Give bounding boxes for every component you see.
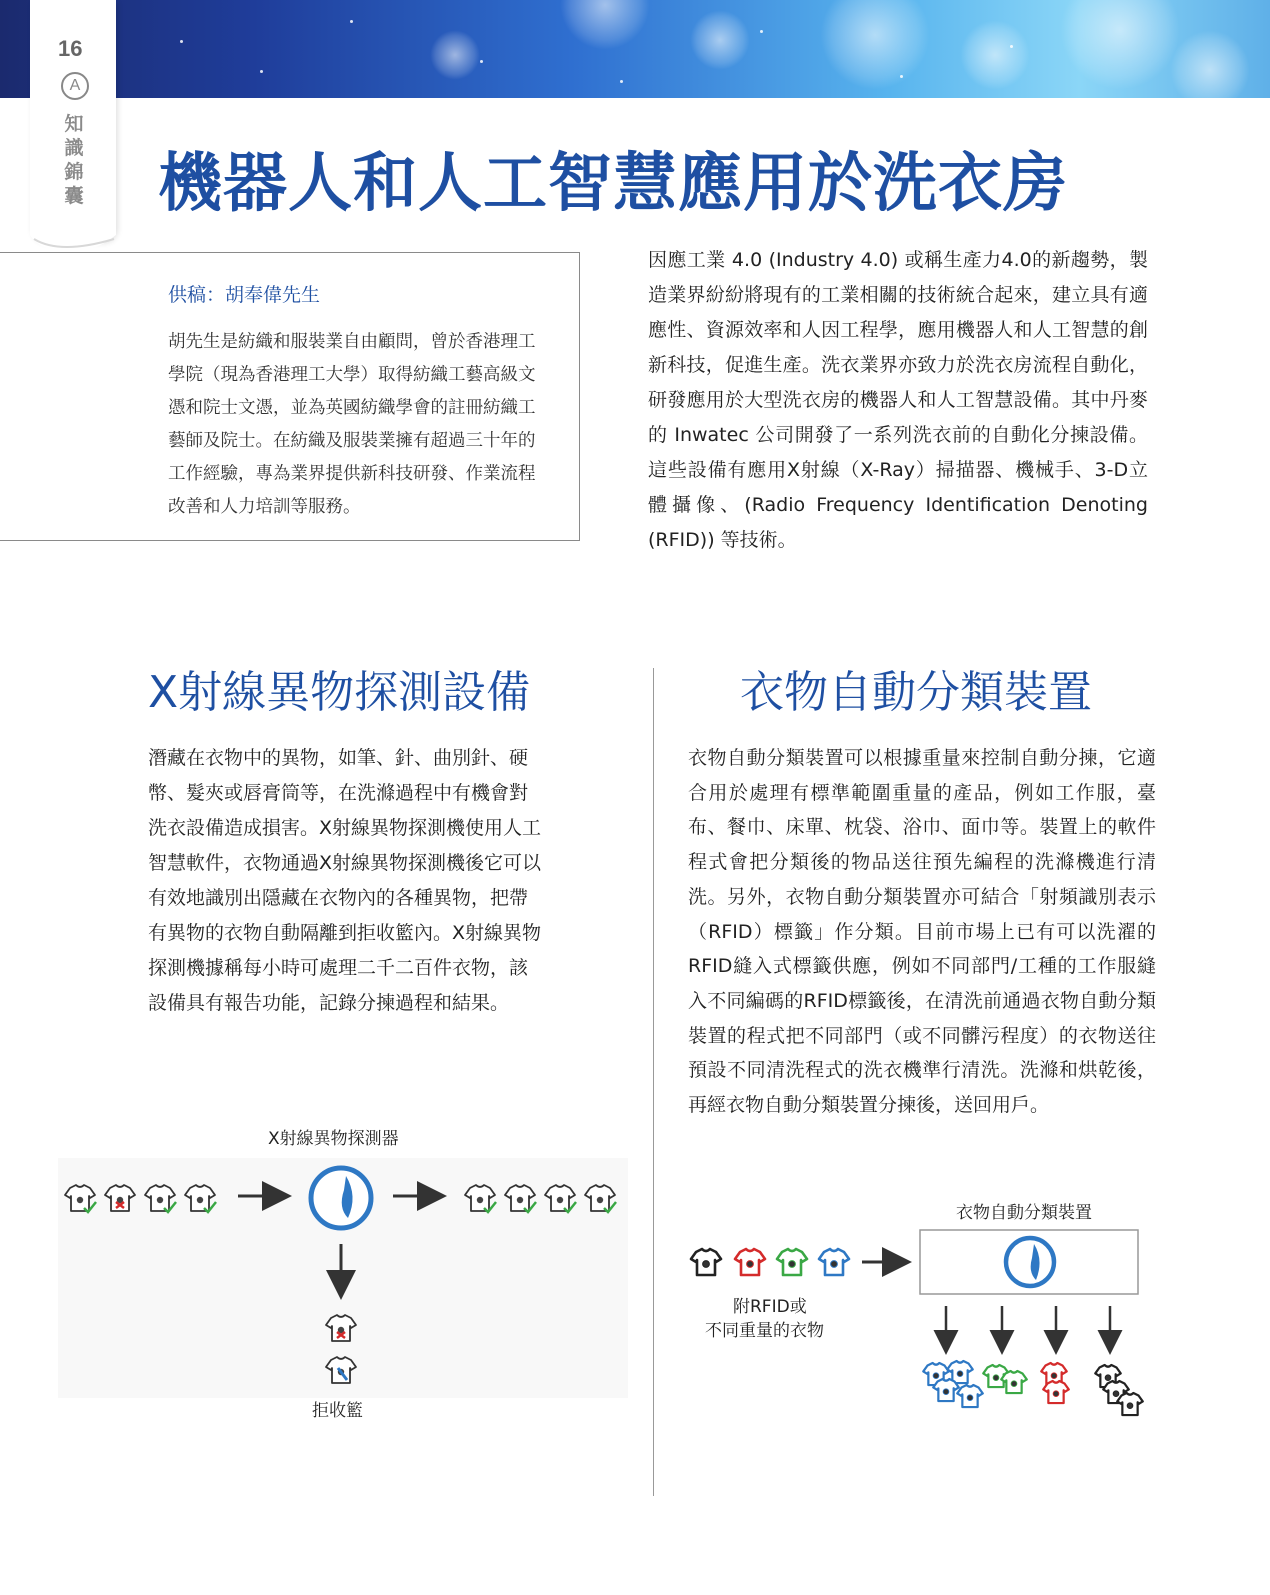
sorting-input-shirt-red: [735, 1249, 765, 1275]
section-badge: A: [61, 72, 89, 100]
sorting-input-shirt-blue: [819, 1249, 849, 1275]
page-title: 機器人和人工智慧應用於洗衣房: [158, 147, 1068, 221]
xray-body: 潛藏在衣物中的異物，如筆、針、曲別針、硬幣、髮夾或唇膏筒等，在洗滌過程中有機會對洗衣設備造成損害。X射線異物探測機使用人工智慧軟件，衣物通過X射線異物探測機後它可以有效地識別出隱藏在衣物內的各種異物，把帶有異物的衣物自動隔離到拒收籃內。X射線異物探測機據稱每小時可處理二千二百件衣物，該設備具有報告功能，記錄分揀過程和結果。: [148, 747, 542, 1014]
sorting-output-pile-red: [1041, 1363, 1069, 1403]
header-banner: [0, 0, 1270, 98]
intro-paragraph: 因應工業 4.0 (Industry 4.0) 或稱生產力4.0的新趨勢，製造業界紛紛將現有的工業相關的技術統合起來，建立具有適應性、資源效率和人因工程學，應用機器人和人工智慧的創新科技，促進生產。洗衣業界亦致力於洗衣房流程自動化，研發應用於大型洗衣房的機器人和人工智慧設備。其中丹麥的 Inwatec 公司開發了一系列洗衣前的自動化分揀設備。這些設備有應用X射線（X-Ray）掃描器、機械手、3-D立體攝像、(Radio Frequency Identification Denoting (RFID)) 等技術。: [648, 249, 1148, 551]
sorting-output-pile-black: [1095, 1365, 1143, 1415]
page-number: 16: [58, 36, 83, 61]
sorting-device-label: 衣物自動分類裝置: [956, 1203, 1092, 1223]
xray-heading: X射線異物探測設備: [148, 667, 531, 718]
contributor-bio: 胡先生是紡織和服裝業自由顧問，曾於香港理工學院（現為香港理工大學）取得紡織工藝高級文憑和院士文憑，並為英國紡織學會的註冊紡織工藝師及院士。在紡織及服裝業擁有超過三十年的工作經驗，專為業界提供新科技研發、作業流程改善和人力培訓等服務。: [168, 332, 536, 517]
xray-device-icon: [311, 1168, 371, 1228]
sorting-output-pile-blue: [923, 1361, 983, 1407]
sorting-heading: 衣物自動分類裝置: [740, 667, 1092, 718]
section-category: 知識錦囊: [64, 113, 84, 207]
contributor-byline: 供稿：胡奉偉先生: [168, 284, 321, 306]
page-tab-curl: [30, 205, 116, 257]
sorting-body: 衣物自動分類裝置可以根據重量來控制自動分揀，它適合用於處理有標準範圍重量的產品，例如工作服，臺布、餐巾、床單、枕袋、浴巾、面巾等。裝置上的軟件程式會把分類後的物品送往預先編程的洗滌機進行清洗。另外，衣物自動分類裝置亦可結合「射頻識別表示（RFID）標籤」作分類。目前市場上已有可以洗濯的RFID縫入式標籤供應，例如不同部門/工種的工作服縫入不同編碼的RFID標籤後，在清洗前通過衣物自動分類裝置的程式把不同部門（或不同髒污程度）的衣物送往預設不同清洗程式的洗衣機準行清洗。洗滌和烘乾後，再經衣物自動分類裝置分揀後，送回用戶。: [688, 747, 1156, 1117]
sorting-input-shirt-green: [777, 1249, 807, 1275]
sorting-input-label-2: 不同重量的衣物: [705, 1321, 824, 1341]
column-divider: [653, 668, 654, 1496]
sorting-output-pile-green: [983, 1365, 1027, 1393]
sorting-input-label-1: 附RFID或: [733, 1297, 807, 1317]
xray-diagram: [58, 1148, 628, 1398]
xray-reject-label: 拒收籃: [312, 1401, 363, 1421]
sorting-input-shirt-black: [691, 1249, 721, 1275]
xray-device-label: X射線異物探測器: [268, 1129, 399, 1149]
sorting-device-icon: [1006, 1238, 1054, 1286]
